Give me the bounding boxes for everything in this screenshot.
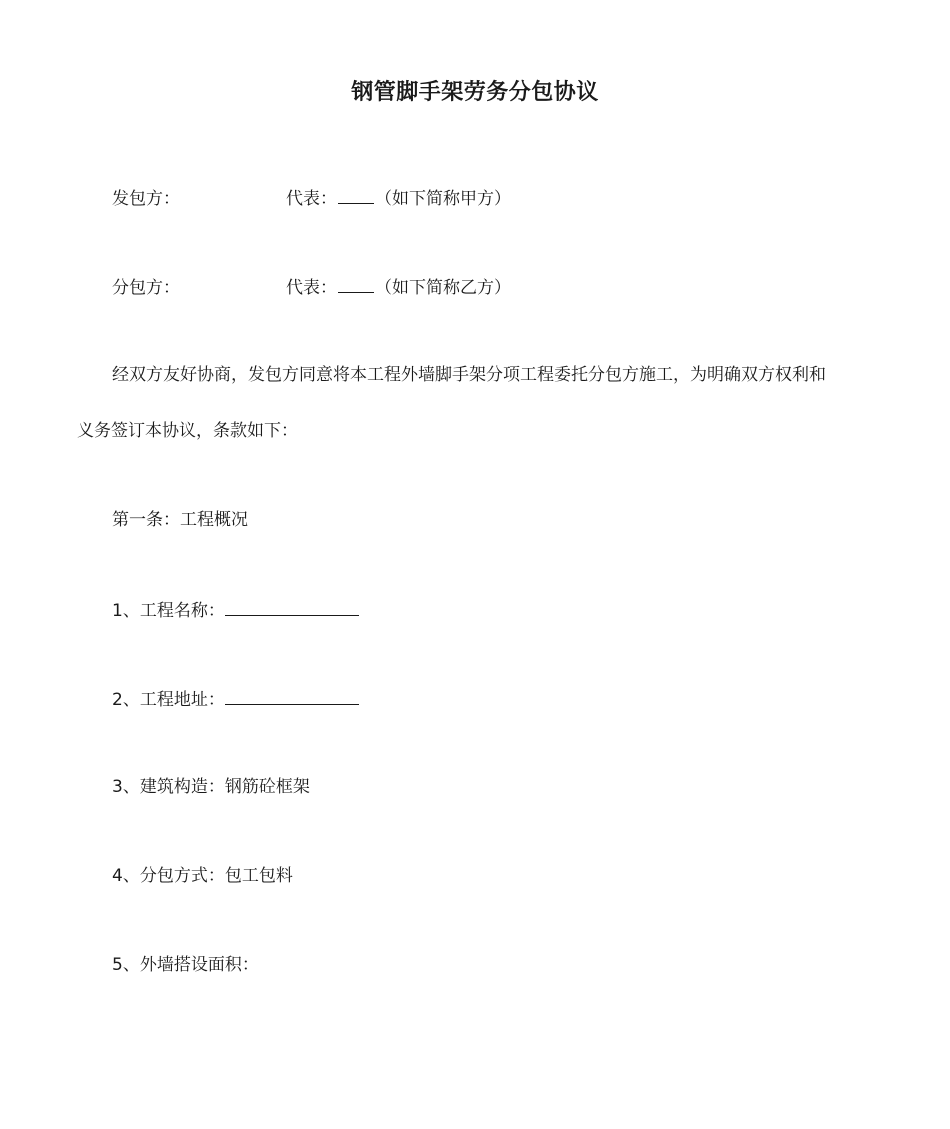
contractor-rep-blank (338, 185, 374, 204)
project-name-blank (225, 597, 359, 616)
scaffold-area-item: 5、外墙搭设面积： (112, 955, 259, 975)
project-address-label: 2、工程地址： (112, 690, 225, 710)
intro-paragraph-line-1: 经双方友好协商，发包方同意将本工程外墙脚手架分项工程委托分包方施工，为明确双方权利和 (112, 365, 826, 385)
project-name-label: 1、工程名称： (112, 601, 225, 621)
party-subcontractor-line (112, 274, 511, 300)
article-1-heading: 第一条：工程概况 (112, 510, 248, 530)
intro-paragraph-line-2: 义务签订本协议，条款如下： (77, 421, 298, 441)
subcontractor-note: （如下简称乙方） (375, 278, 511, 298)
subcontractor-rep-blank (338, 274, 374, 293)
party-contractor-line (112, 185, 511, 211)
contractor-rep-label: 代表： (286, 189, 337, 209)
contractor-label: 发包方： (112, 189, 180, 209)
document-title: 钢管脚手架劳务分包协议 (351, 80, 599, 105)
subcontract-method-item: 4、分包方式：包工包料 (112, 866, 293, 886)
subcontractor-label: 分包方： (112, 278, 180, 298)
project-name-item (112, 597, 359, 623)
project-address-item (112, 686, 359, 712)
project-address-blank (225, 686, 359, 705)
subcontractor-rep-label: 代表： (286, 278, 337, 298)
building-structure-item: 3、建筑构造：钢筋砼框架 (112, 777, 310, 797)
contractor-note: （如下简称甲方） (375, 189, 511, 209)
